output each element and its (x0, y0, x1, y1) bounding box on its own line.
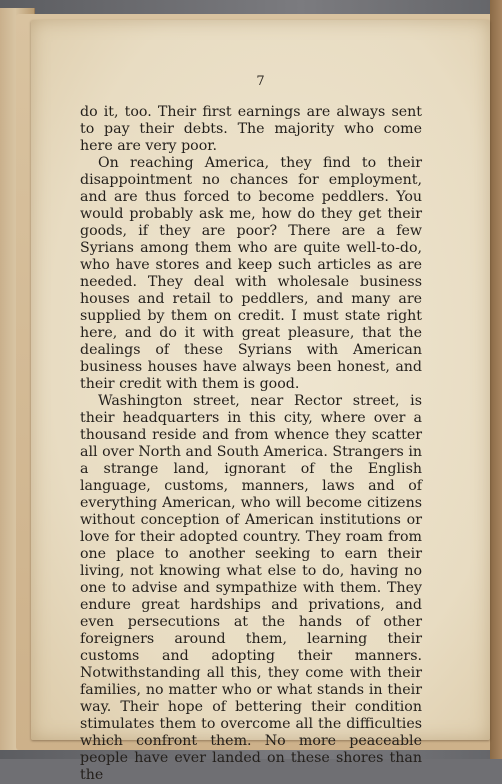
page-number: 7 (256, 74, 265, 89)
paragraph-3: Washington street, near Rector street, is their headquarters in this city, where over a thousand reside and from whence they scatter all over North and South America. Strangers in a strange land, ignorant of the English language, customs, manners, laws and of everything American, who will become citizens without conception of American institutions or love for their adopted country. They roam from one place to another seeking to earn their living, not knowing what else to do, having no one to advise and sympathize with them. They endure great hardships and privations, and even persecutions at the hands of other foreigners around them, learning their customs and adopting their manners. Notwithstanding all this, they come with their families, no matter who or what stands in their way. Their hope of bettering their condition stimulates them to overcome all the difficulties which confront them. No more peaceable people have ever landed on these shores than the (80, 393, 422, 783)
paragraph-2: On reaching America, they find to their disappointment no chances for employment, and are thus forced to become peddlers. You would probably ask me, how do they get their goods, if they are poor? There are a few Syrians among them who are quite well-to-do, who have stores and keep such articles as are needed. They deal with wholesale business houses and retail to peddlers, and many are supplied by them on credit. I must state right here, and do it with great pleasure, that the dealings of these Syrians with American business houses have always been honest, and their credit with them is good. (80, 155, 422, 392)
book-page (31, 20, 490, 783)
book-cover-edge (490, 0, 502, 759)
paragraph-1: do it, too. Their first earnings are always sent to pay their debts. The majority who come here are very poor. (80, 104, 422, 154)
page-body-text (80, 104, 422, 784)
